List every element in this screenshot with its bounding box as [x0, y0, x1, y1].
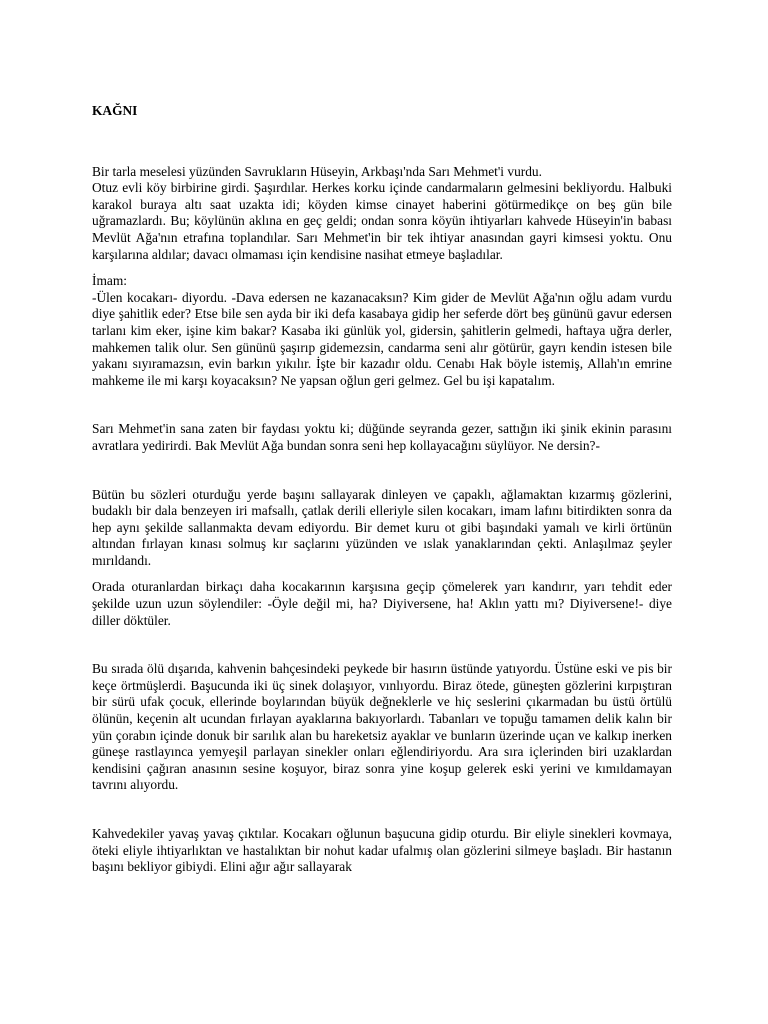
paragraph-kahvedekiler: Kahvedekiler yavaş yavaş çıktılar. Kocakarı oğlunun başucuna gidip oturdu. Bir eliyle sinekleri kovmaya, öteki eliyle ihtiyarlıktan ve hastalıktan bir nohut kadar ufalmış olan gözlerini silmeye başladı. Bir hastanın başını bekliyor gibiydi. Elini ağır ağır sallayarak: [92, 826, 672, 875]
paragraph-oturanlar: Orada oturanlardan birkaçı daha kocakarının karşısına geçip çömelerek yarı kandırır, yarı tehdit eder şekilde uzun uzun söylendiler: -Öyle değil mi, ha? Diyiversene, ha! Aklın yattı mı? Diyiversene!- diye diller döktüler.: [92, 579, 672, 628]
paragraph-2: Otuz evli köy birbirine girdi. Şaşırdılar. Herkes korku içinde candarmaların gelmesini bekliyordu. Halbuki karakol buraya altı saat uzakta idi; köyden kimse cinayet haberini götürmedikçe on beş gün bile uğramazlardı. Bu; köylünün aklına en geç geldi; ondan sonra köyün ihtiyarları kahvede Hüseyin'in babası Mevlüt Ağa'nın etrafına toplandılar. Sarı Mehmet'in bir tek ihtiyar anasından gayri kimsesi yoktu. Onu karşılarına aldılar; davacı olmaması için kendisine nasihat etmeye başladılar.: [92, 180, 672, 262]
paragraph-sari-mehmet: Sarı Mehmet'in sana zaten bir faydası yoktu ki; düğünde seyranda gezer, sattığın iki şinik ekinin parasını avratlara yedirirdi. Bak Mevlüt Ağa bundan sonra seni hep kollayacağını süylüyor. Ne dersin?-: [92, 421, 672, 453]
paragraph-1: Bir tarla meselesi yüzünden Savrukların Hüseyin, Arkbaşı'nda Sarı Mehmet'i vurdu.: [92, 163, 542, 179]
paragraph-kocakari: Bütün bu sözleri oturduğu yerde başını sallayarak dinleyen ve çapaklı, ağlamaktan kızarmış gözlerini, budaklı bir dala benzeyen iri mafsallı, çatlak derili elleriyle silen kocakarı, imam lafını bitirdikten sonra da hep aynı şekilde sallanmakta devam ediyordu. Bir demet kuru ot gibi başındaki yamalı ve kirli örtünün altından fırlayan kınası solmuş kır saçlarını yüzünden ve ıslak yanaklarından çekti. Anlaşılmaz şeyler mırıldandı.: [92, 486, 672, 568]
document-title: KAĞNI: [92, 103, 138, 118]
paragraph-imam-speech: -Ülen kocakarı- diyordu. -Dava edersen ne kazanacaksın? Kim gider de Mevlüt Ağa'nın oğlu adam vurdu diye şahitlik eder? Etse bile sen ayda bir iki defa kasabaya gidip her seferde dört beş gününü gavur edersen tarlanı kim eker, işine kim bakar? Kasaba iki günlük yol, gidersin, şahitlerin gelmedi, haftaya uğra derler, mahkemen talik olur. Sen gününü şaşırıp gidemezsin, candarma seni alır götürür, gayrı kendin istesen bile yakanı sıyıramazsın, evin barkın yıkılır. İşte bir kazadır oldu. Cenabı Hak böyle istemiş, Allah'ın emrine mahkeme ile mi karşı koyacaksın? Ne yapsan oğlun geri gelmez. Gel bu işi kapatalım.: [92, 289, 672, 388]
document-page: [92, 103, 672, 876]
paragraph-imam-label: İmam:: [92, 273, 127, 289]
paragraph-olu: Bu sırada ölü dışarıda, kahvenin bahçesindeki peykede bir hasırın üstünde yatıyordu. Üstüne eski ve pis bir keçe örtmüşlerdi. Başucunda iki üç sinek dolaşıyor, vınlıyordu. Biraz ötede, güneşten gözlerini kırpıştıran bir sürü ufak çocuk, ellerinde boylarından büyük değneklerle ve hiç seslerini çıkarmadan bu üstü örtülü ölünün, keçenin alt ucundan fırlayan ayaklarına bakıyorlardı. Tabanları ve topuğu tamamen delik kalın bir yün çorabın içinde donuk bir sarılık alan bu hareketsiz ayaklar ve bunların üzerinde uçan ve kalkıp inerken güneşe rastlayınca yemyeşil parlayan sinekler onları eğlendiriyordu. Ara sıra içlerinden biri uzaklardan kendisini çağıran anasının sesine koşuyor, biraz sonra yine koşup gelerek eski yerini ve kımıldamayan tavrını alıyordu.: [92, 661, 672, 793]
